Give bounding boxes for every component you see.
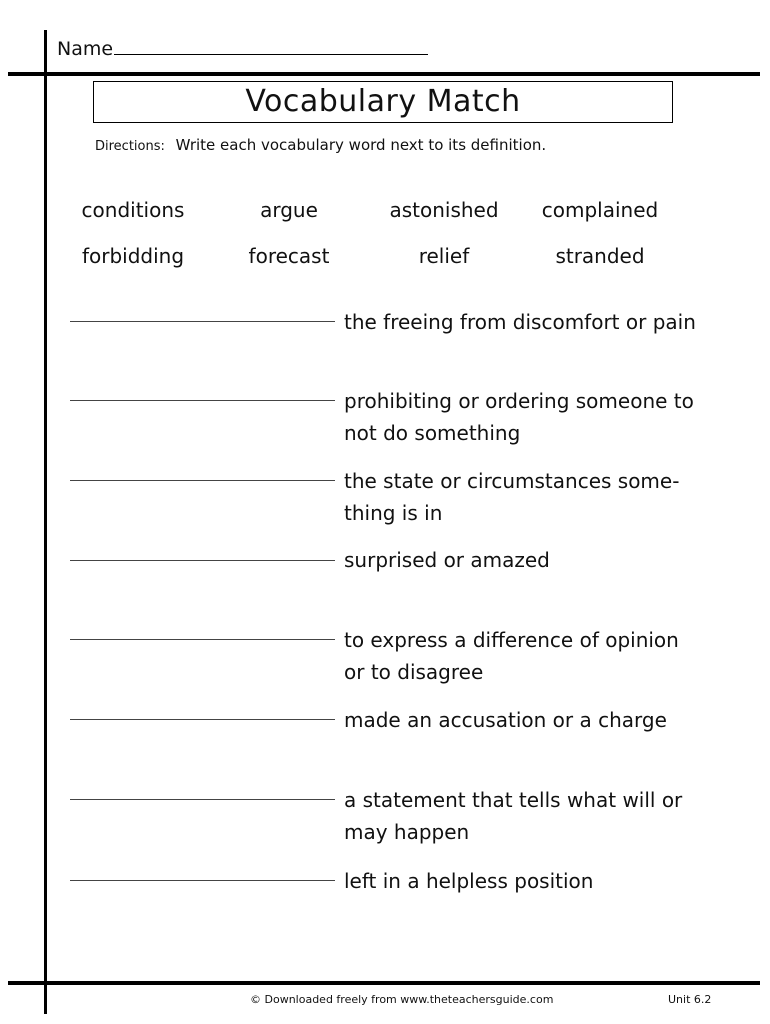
- word-complained: complained: [541, 198, 659, 222]
- answer-blank-4[interactable]: [70, 560, 335, 561]
- directions: [95, 136, 546, 154]
- answer-blank-3[interactable]: [70, 480, 335, 481]
- answer-blank-2[interactable]: [70, 400, 335, 401]
- definition-3-line1: the state or circumstances some-: [344, 469, 680, 493]
- definition-2-line1: prohibiting or ordering someone to: [344, 389, 694, 413]
- word-forbidding: forbidding: [81, 244, 185, 268]
- name-field[interactable]: [114, 36, 428, 55]
- definition-4-line1: surprised or amazed: [344, 548, 550, 572]
- definition-2: [344, 385, 744, 449]
- answer-blank-7[interactable]: [70, 799, 335, 800]
- name-row: [57, 36, 428, 60]
- footer-credit: © Downloaded freely from www.theteachersguide.com: [250, 993, 554, 1006]
- definition-7-line1: a statement that tells what will or: [344, 788, 683, 812]
- top-rule: [8, 72, 760, 76]
- left-margin-rule: [44, 30, 47, 1014]
- directions-label: Directions:: [95, 139, 165, 154]
- answer-blank-1[interactable]: [70, 321, 335, 322]
- word-stranded: stranded: [555, 244, 645, 268]
- word-relief: relief: [418, 244, 470, 268]
- definition-3-line2: thing is in: [344, 501, 443, 525]
- name-label: Name: [57, 38, 114, 60]
- directions-text: Write each vocabulary word next to its definition.: [175, 136, 547, 154]
- answer-blank-8[interactable]: [70, 880, 335, 881]
- bottom-rule: [8, 981, 760, 985]
- definition-6: [344, 704, 744, 736]
- word-astonished: astonished: [389, 198, 499, 222]
- definition-3: [344, 465, 744, 529]
- page-title: Vocabulary Match: [245, 84, 521, 119]
- title-box: [93, 81, 673, 123]
- definition-7-line2: may happen: [344, 820, 470, 844]
- definition-2-line2: not do something: [344, 421, 521, 445]
- word-forecast: forecast: [248, 244, 330, 268]
- footer-unit: Unit 6.2: [668, 993, 712, 1006]
- definition-4: [344, 544, 744, 576]
- answer-blank-5[interactable]: [70, 639, 335, 640]
- answer-blank-6[interactable]: [70, 719, 335, 720]
- definition-8-line1: left in a helpless position: [344, 869, 594, 893]
- definition-5-line2: or to disagree: [344, 660, 484, 684]
- definition-6-line1: made an accusation or a charge: [344, 708, 667, 732]
- definition-8: [344, 865, 744, 897]
- definition-1: [344, 306, 744, 338]
- word-argue: argue: [260, 198, 318, 222]
- definition-1-line1: the freeing from discomfort or pain: [344, 310, 696, 334]
- definition-5: [344, 624, 744, 688]
- definition-7: [344, 784, 744, 848]
- definition-5-line1: to express a difference of opinion: [344, 628, 679, 652]
- word-conditions: conditions: [81, 198, 185, 222]
